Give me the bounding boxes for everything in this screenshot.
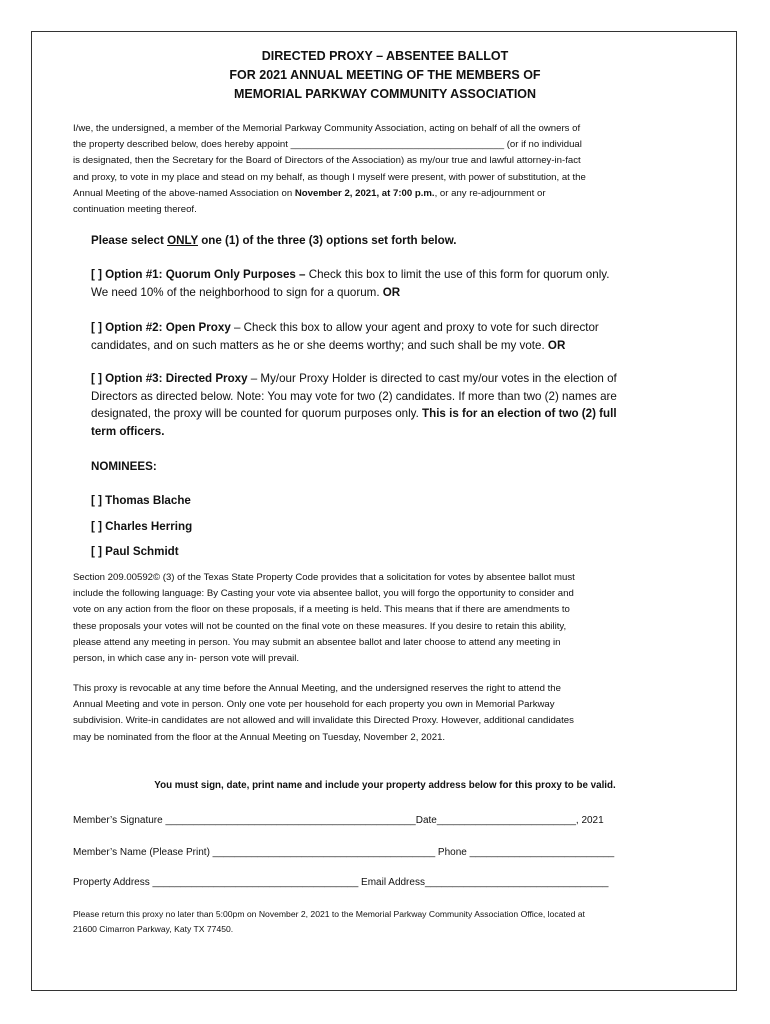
intro-line: is designated, then the Secretary for the Board of Directors of the Association) as my/our true and lawful attorney-in-fact (73, 155, 581, 167)
intro-line: I/we, the undersigned, a member of the Memorial Parkway Community Association, acting on behalf of all the owners of (73, 123, 581, 134)
section-line: vote on any action from the floor on these proposals, if a meeting is held. This means that if there are amendments to (73, 604, 570, 616)
option-1-text: We need 10% of the neighborhood to sign for a quorum. (91, 286, 383, 299)
section-line: person, in which case any in- person vote will prevail. (73, 653, 300, 665)
option-3-checkbox[interactable]: [ ] Option #3: Directed Proxy (91, 372, 248, 385)
option-3[interactable] (91, 370, 703, 440)
option-1-checkbox[interactable]: [ ] Option #1: Quorum Only Purposes – (91, 268, 306, 281)
option-3-text: designated, the proxy will be counted for quorum purposes only. (91, 407, 423, 420)
section-notice (73, 570, 700, 667)
option-2-text: candidates, and on such matters as he or she deems worthy; and such shall be my vote. (91, 338, 548, 352)
footer-line: Please return this proxy no later than 5:00pm on November 2, 2021 to the Memorial Parkway Community Association Office, located at (73, 909, 585, 919)
title-line-2: FOR 2021 ANNUAL MEETING OF THE MEMBERS OF (229, 68, 541, 82)
section-line: Section 209.00592© (3) of the Texas State Property Code provides that a solicitation for votes by absentee ballot must (73, 572, 575, 583)
nominee-checkbox[interactable]: [ ] Charles Herring (91, 520, 193, 533)
revocable-line: Annual Meeting and vote in person. Only one vote per household for each property you own in Memorial Parkway (73, 699, 555, 711)
option-3-emphasis: This is for an election of two (2) full (422, 407, 617, 420)
revocable-line: This proxy is revocable at any time before the Annual Meeting, and the undersigned reserves the right to attend the (73, 683, 561, 694)
name-phone-field[interactable]: Member’s Name (Please Print) ________________________________________ Phone __________________________ (73, 847, 615, 858)
option-1-line-2 (91, 284, 400, 302)
option-2-checkbox[interactable]: [ ] Option #2: Open Proxy (91, 321, 231, 334)
revocable-line: may be nominated from the floor at the Annual Meeting on Tuesday, November 2, 2021. (73, 731, 446, 743)
revocable-notice (73, 681, 700, 746)
revocable-line: subdivision. Write-in candidates are not allowed and will invalidate this Directed Proxy. However, additional candidates (73, 715, 574, 727)
signature-field[interactable]: Member’s Signature _____________________________________________Date_________________________, 2021 (73, 815, 604, 826)
section-line: include the following language: By Casting your vote via absentee ballot, you will forgo the opportunity to consider and (73, 588, 574, 600)
select-only: ONLY (167, 234, 198, 247)
option-1-text: Check this box to limit the use of this form for quorum only. (305, 268, 610, 281)
option-3-emphasis: term officers. (91, 424, 165, 438)
address-email-field[interactable]: Property Address _____________________________________ Email Address_________________________________ (73, 877, 609, 888)
nominee-checkbox[interactable]: [ ] Paul Schmidt (91, 545, 179, 558)
must-sign-notice: You must sign, date, print name and include your property address below for this proxy to be valid. (154, 780, 616, 791)
nominees-heading: NOMINEES: (91, 460, 157, 473)
or-label: OR (382, 286, 401, 299)
option-2[interactable] (91, 319, 703, 354)
footer-line: 21600 Cimarron Parkway, Katy TX 77450. (73, 923, 234, 934)
return-instructions (73, 907, 701, 936)
section-line: please attend any meeting in person. You may submit an absentee ballot and later choose to attend any meeting in (73, 636, 561, 648)
intro-line: and proxy, to vote in my place and stead on my behalf, as though I myself were present, with power of substitution, at the (73, 171, 586, 183)
intro-text: , or any re-adjournment or (434, 187, 546, 199)
select-text: one (1) of the three (3) options set forth below. (198, 234, 457, 247)
nominee-checkbox[interactable]: [ ] Thomas Blache (91, 494, 191, 507)
option-1[interactable] (91, 266, 703, 284)
intro-paragraph (73, 121, 700, 218)
option-3-text: – My/our Proxy Holder is directed to cast my/our votes in the election of (247, 372, 617, 385)
select-instruction (91, 232, 703, 250)
title-line-3: MEMORIAL PARKWAY COMMUNITY ASSOCIATION (233, 87, 537, 101)
intro-line: continuation meeting thereof. (73, 204, 197, 216)
intro-line (73, 186, 700, 202)
meeting-date: November 2, 2021, at 7:00 p.m. (294, 187, 435, 199)
intro-line: the property described below, does hereby appoint ________________________________________ (or if no individual (73, 139, 582, 151)
option-2-text: – Check this box to allow your agent and proxy to vote for such director (230, 321, 599, 334)
intro-text: Annual Meeting of the above-named Association on (73, 187, 295, 199)
section-line: these proposals your votes will not be counted on the final vote on these measures. If you desire to retain this ability, (73, 620, 567, 632)
select-text: Please select (91, 234, 168, 247)
title-line-1: DIRECTED PROXY – ABSENTEE BALLOT (261, 49, 509, 63)
option-3-text: Directors as directed below. Note: You may vote for two (2) candidates. If more than two (2) names are (91, 389, 617, 403)
or-label: OR (547, 338, 566, 352)
